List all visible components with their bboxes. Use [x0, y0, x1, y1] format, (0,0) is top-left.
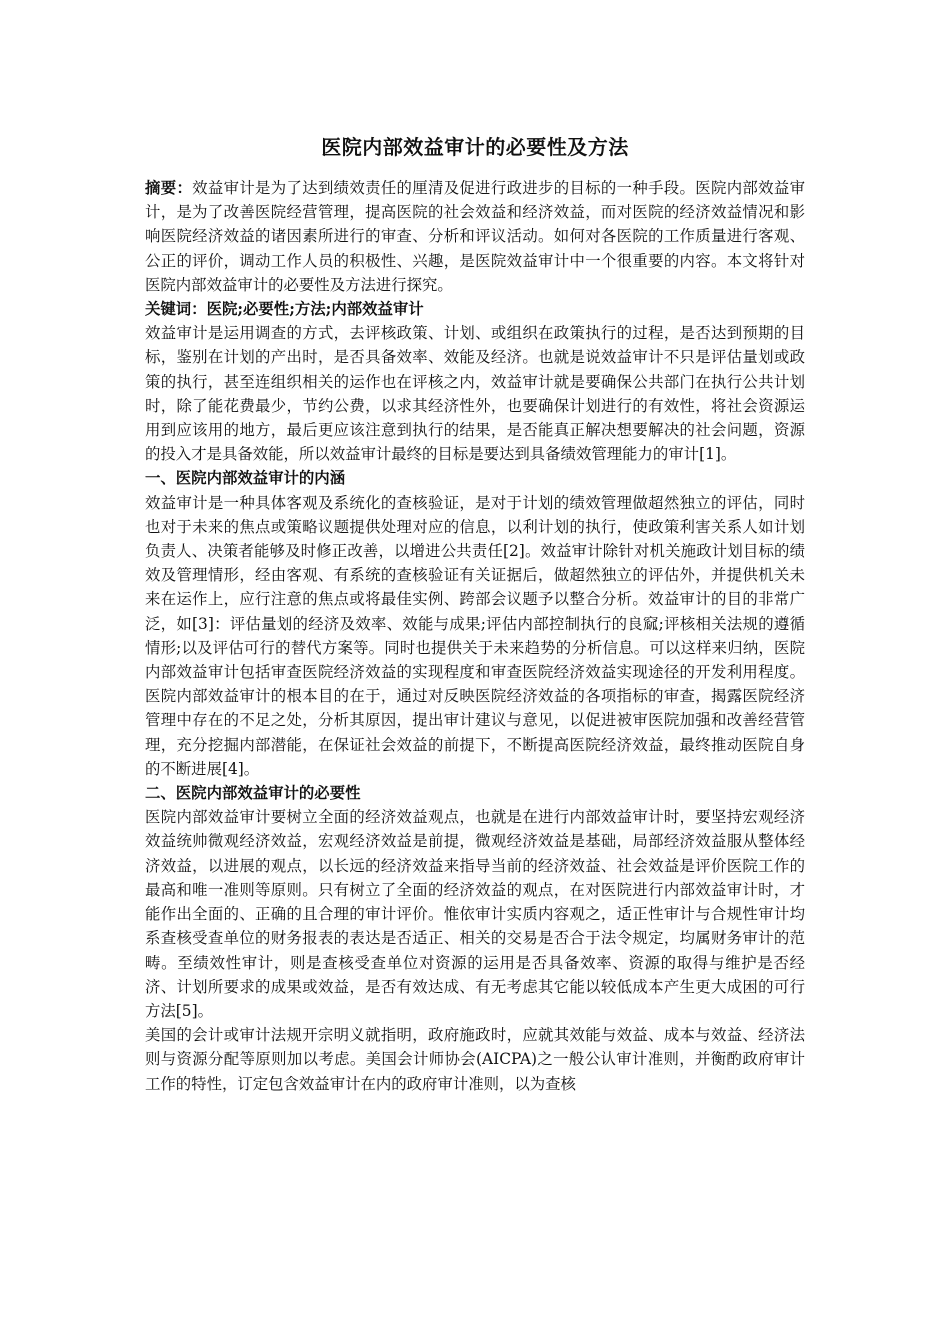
- section2-heading: 二、医院内部效益审计的必要性: [145, 784, 361, 803]
- section2-paragraph-1: 医院内部效益审计要树立全面的经济效益观点，也就是在进行内部效益审计时，要坚持宏观经济效益统帅微观经济效益，宏观经济效益是前提，微观经济效益是基础，局部经济效益服从整体经济效益，以进展的观点，以长远的经济效益来指导当前的经济效益、社会效益是评价医院工作的最高和唯一准则等原则。只有树立了全面的经济效益的观点，在对医院进行内部效益审计时，才能作出全面的、正确的且合理的审计评价。惟依审计实质内容观之，适正性审计与合规性审计均系查核受查单位的财务报表的表达是否适正、相关的交易是否合于法令规定，均属财务审计的范畴。至绩效性审计，则是查核受查单位对资源的运用是否具备效率、资源的取得与维护是否经济、计划所要求的成果或效益，是否有效达成、有无考虑其它能以较低成本产生更大成困的可行方法[5]。: [145, 808, 805, 1020]
- intro-paragraph: 效益审计是运用调查的方式，去评核政策、计划、或组织在政策执行的过程，是否达到预期的目标，鉴别在计划的产出时，是否具备效率、效能及经济。也就是说效益审计不只是评估量划或政策的执行，甚至连组织相关的运作也在评核之内，效益审计就是要确保公共部门在执行公共计划时，除了能花费最少，节约公费，以求其经济性外，也要确保计划进行的有效性，将社会资源运用到应该用的地方，最后更应该注意到执行的结果，是否能真正解决想要解决的社会问题，资源的投入才是具备效能，所以效益审计最终的目标是要达到具备绩效管理能力的审计[1]。: [145, 324, 805, 464]
- document-page: [145, 128, 805, 1096]
- abstract-label: 摘要：: [145, 179, 193, 197]
- keywords-line: 关键词：医院;必要性;方法;内部效益审计: [145, 300, 424, 319]
- document-title: 医院内部效益审计的必要性及方法: [321, 135, 629, 159]
- section1-paragraph: 效益审计是一种具体客观及系统化的查核验证，是对于计划的绩效管理做超然独立的评估，同时也对于未来的焦点或策略议题提供处理对应的信息，以利计划的执行，使政策利害关系人如计划负责人、决策者能够及时修正改善，以增进公共责任[2]。效益审计除针对机关施政计划目标的绩效及管理情形，经由客观、有系统的查核验证有关证据后，做超然独立的评估外，并提供机关未来在运作上，应行注意的焦点或将最佳实例、跨部会议题予以整合分析。效益审计的目的非常广泛，如[3]：评估量划的经济及效率、效能与成果;评估内部控制执行的良窳;评核相关法规的遵循情形;以及评估可行的替代方案等。同时也提供关于未来趋势的分析信息。可以这样来归纳，医院内部效益审计包括审查医院经济效益的实现程度和审查医院经济效益实现途径的开发利用程度。医院内部效益审计的根本目的在于，通过对反映医院经济效益的各项指标的审查，揭露医院经济管理中存在的不足之处，分析其原因，提出审计建议与意见，以促进被审医院加强和改善经营管理，充分挖掘内部潜能，在保证社会效益的前提下，不断提高医院经济效益，最终推动医院自身的不断进展[4]。: [145, 493, 805, 778]
- abstract-text: 效益审计是为了达到绩效责任的厘清及促进行政进步的目标的一种手段。医院内部效益审计，是为了改善医院经营管理，提高医院的社会效益和经济效益，而对医院的经济效益情况和影响医院经济效益的诸因素所进行的审查、分析和评议活动。如何对各医院的工作质量进行客观、公正的评价，调动工作人员的积极性、兴趣，是医院效益审计中一个很重要的内容。本文将针对医院内部效益审计的必要性及方法进行探究。: [145, 179, 805, 294]
- section2-paragraph-2: 美国的会计或审计法规开宗明义就指明，政府施政时，应就其效能与效益、成本与效益、经济法则与资源分配等原则加以考虑。美国会计师协会(AICPA)之一般公认审计准则，并衡酌政府审计工作的特性，订定包含效益审计在内的政府审计准则，以为查核: [145, 1026, 805, 1093]
- section1-heading: 一、医院内部效益审计的内涵: [145, 469, 346, 488]
- abstract-paragraph: [145, 176, 805, 297]
